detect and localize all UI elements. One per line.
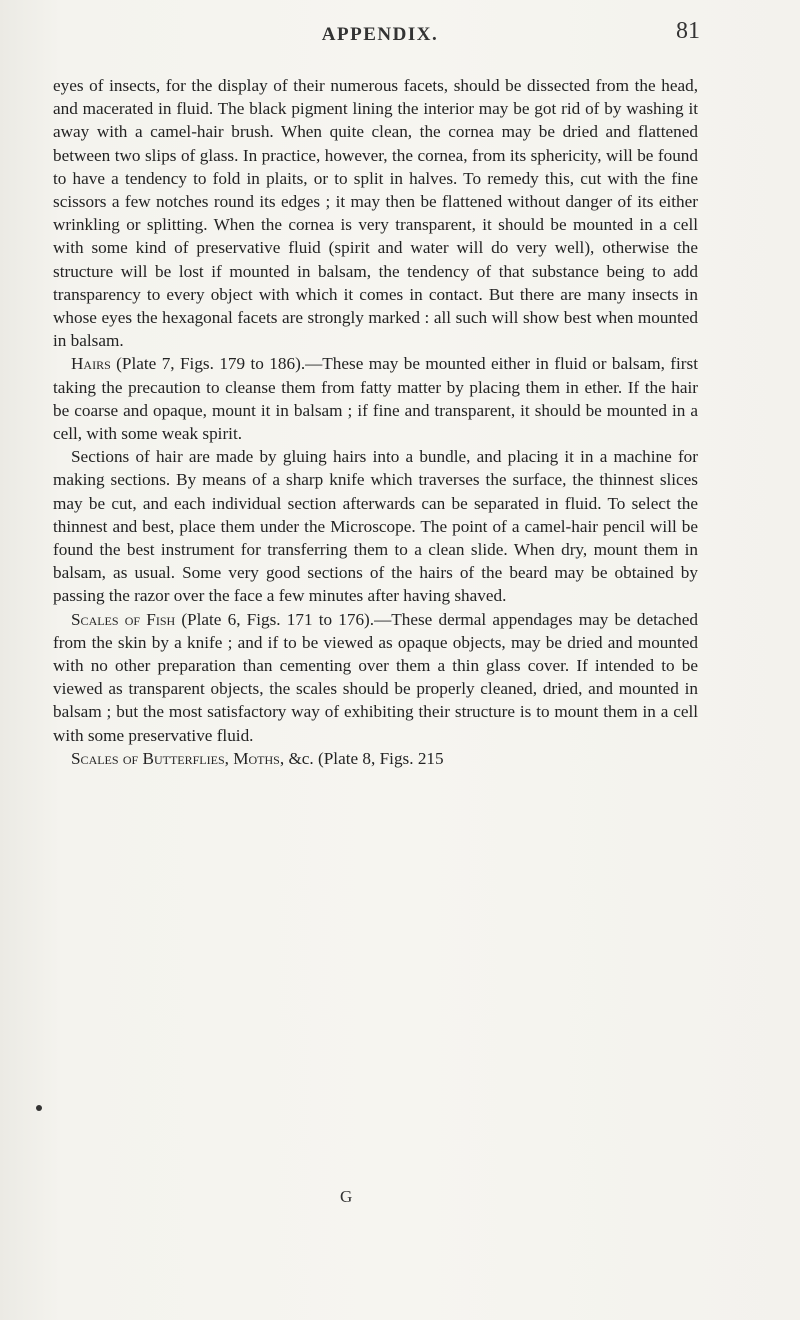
margin-dot-mark [36,1105,42,1111]
section-heading-hairs: Hairs [71,354,111,374]
body-text [53,74,698,770]
paragraph-scales-of-butterflies [53,747,698,770]
running-head: APPENDIX. [321,24,439,45]
paragraph-text: eyes of insects, for the display of their numerous facets, should be dissected from the head, and macerated in fluid. The black pigment lining the interior may be got rid of by washing it away with a camel-hair brush. When quite clean, the cornea may be dried and flattened between two slips of glass. In practice, however, the cornea, from its sphericity, will be found to have a tendency to fold in plaits, or to split in halves. To remedy this, cut with the fine scissors a few notches round its edges ; it may then be flattened without danger of its either wrinkling or splitting. When the cornea is very transparent, it should be mounted in a cell with some kind of preservative fluid (spirit and water will do very well), otherwise the structure will be lost if mounted in balsam, the tendency of that substance being to add transparency to every object with which it comes in contact. But there are many insects in whose eyes the hexagonal facets are strongly marked : all such will show best when mounted in balsam. [53,76,698,351]
section-heading-scales-of-fish: Scales of Fish [71,609,176,629]
paragraph-text: (Plate 6, Figs. 171 to 176).—These dermal appendages may be detached from the skin by a knife ; and if to be viewed as opaque objects, may be dried and mounted with no other preparation than cementing over them a thin glass cover. If intended to be viewed as transparent objects, the scales should be properly cleaned, dried, and mounted in balsam ; but the most satisfactory way of exhibiting their structure is to mount them in a cell with some preservative fluid. [53,609,698,745]
section-heading-scales-of-butterflies: Scales of Butterflies, Moths, [71,748,285,768]
paragraph-scales-of-fish [53,608,698,747]
paragraph-hairs [53,352,698,445]
page-header [80,14,700,54]
page-number: 81 [676,18,700,44]
paragraph-text: &c. (Plate 8, Figs. 215 [284,748,444,768]
paragraph-text: (Plate 7, Figs. 179 to 186).—These may be mounted either in fluid or balsam, first taking the precaution to cleanse them from fatty matter by placing them in ether. If the hair be coarse and opaque, mount it in balsam ; if fine and transparent, it should be mounted in a cell, with some weak spirit. [53,354,698,444]
signature-mark: G [340,1187,353,1206]
paragraph-eyes-of-insects [53,74,698,352]
paragraph-sections-of-hair [53,445,698,607]
paragraph-text: Sections of hair are made by gluing hairs into a bundle, and placing it in a machine for making sections. By means of a sharp knife which traverses the surface, the thinnest slices may be cut, and each individual section afterwards can be separated in fluid. To select the thinnest and best, place them under the Microscope. The point of a camel-hair pencil will be found the best instrument for transferring them to a clean slide. When dry, mount them in balsam, as usual. Some very good sections of the hairs of the beard may be obtained by passing the razor over the face a few minutes after having shaved. [53,447,698,606]
